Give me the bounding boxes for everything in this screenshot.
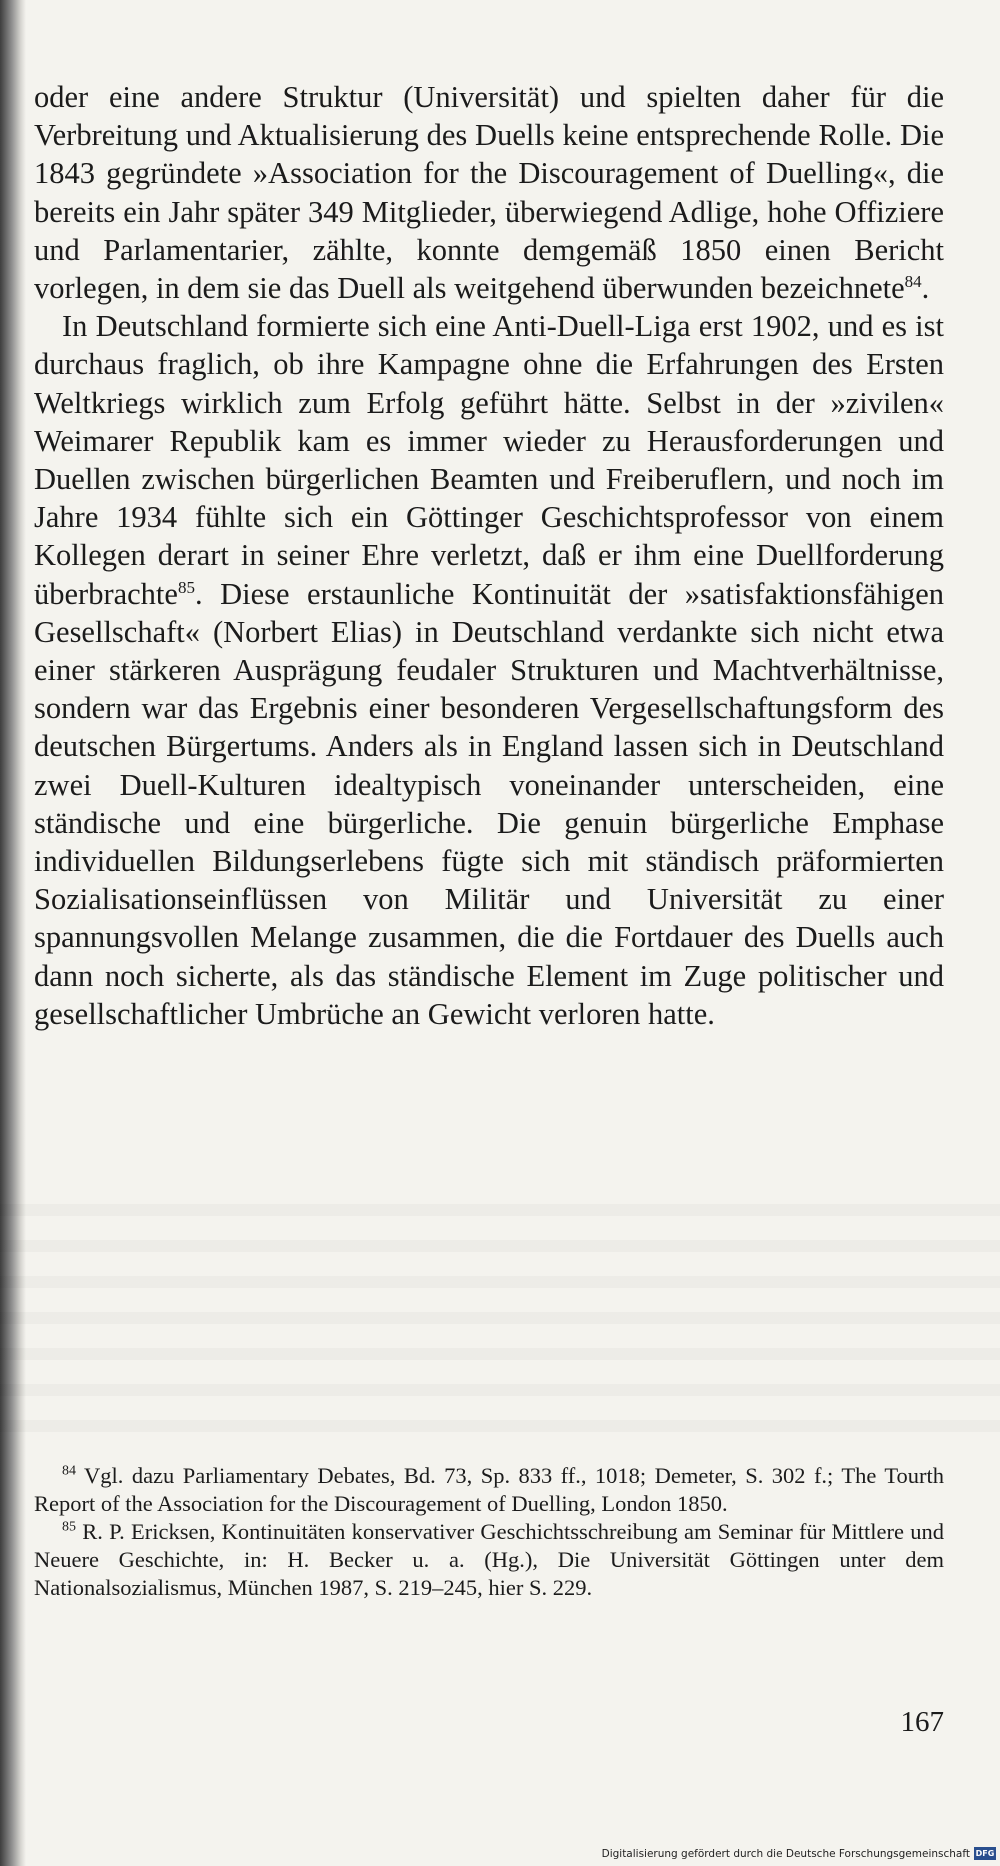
footnote-85: $^{85}$ R. P. Ericksen, Kontinuitäten konservativer Geschichtsschreibung am Seminar für Mittlere und Neuere Geschichte, in: H. Becker u. a. (Hg.), Die Universität Göttingen unter dem Nationalsozialismus, München 1987, S. 219–245, hier S. 229. bbox=[34, 1519, 944, 1600]
paragraph-1: oder eine andere Struktur (Universität) und spielten daher für die Verbreitung und Aktualisierung des Duells keine entsprechende Rolle. Die 1843 gegründete »Association for the Discouragement of Duelling«, die bereits ein Jahr später 349 Mitglieder, überwiegend Adlige, hohe Offiziere und Parlamentarier, zählte, konnte demgemäß 1850 einen Bericht vorlegen, in dem sie das Duell als weitgehend überwunden bezeichnete$^{84}$. bbox=[34, 80, 944, 306]
bleed-through-shadow bbox=[0, 1180, 1000, 1440]
footnotes bbox=[34, 1462, 944, 1602]
credit-text: Digitalisierung gefördert durch die Deutsche Forschungsgemeinschaft bbox=[601, 1847, 970, 1860]
page-number: 167 bbox=[900, 1706, 944, 1738]
footnote-marker: 84 bbox=[62, 1463, 76, 1479]
footnote-marker: 85 bbox=[62, 1519, 76, 1535]
main-text bbox=[34, 78, 944, 1033]
paragraph-2: In Deutschland formierte sich eine Anti-Duell-Liga erst 1902, und es ist durchaus fraglich, ob ihre Kampagne ohne die Erfahrungen des Ersten Weltkriegs wirklich zum Erfolg geführt hätte. Selbst in der »zivilen« Weimarer Republik kam es immer wieder zu Herausforderungen und Duellen zwischen bürgerlichen Beamten und Freiberuflern, und noch im Jahre 1934 fühlte sich ein Göttinger Geschichtsprofessor von einem Kollegen derart in seiner Ehre verletzt, daß er ihm eine Duellforderung überbrachte$^{85}$. Diese erstaunliche Kontinuität der »satisfaktionsfähigen Gesellschaft« (Norbert Elias) in Deutschland verdankte sich nicht etwa einer stärkeren Ausprägung feudaler Strukturen und Machtverhältnisse, sondern war das Ergebnis einer besonderen Vergesellschaftungsform des deutschen Bürgertums. Anders als in England lassen sich in Deutschland zwei Duell-Kulturen idealtypisch voneinander unterscheiden, eine ständische und eine bürgerliche. Die genuin bürgerliche Emphase individuellen Bildungserlebens fügte sich mit ständisch präformierten Sozialisationseinflüssen von Militär und Universität zu einer spannungsvollen Melange zusammen, die die Fortdauer des Duells auch dann noch sicherte, als das ständische Element im Zuge politischer und gesellschaftlicher Umbrüche an Gewicht verloren hatte. bbox=[34, 309, 944, 1031]
book-spine-shadow bbox=[0, 0, 26, 1866]
digitization-credit bbox=[602, 1847, 996, 1860]
footnote-84: $^{84}$ Vgl. dazu Parliamentary Debates, Bd. 73, Sp. 833 ff., 1018; Demeter, S. 302 f.; The Tourth Report of the Association for the Discouragement of Duelling, London 1850. bbox=[34, 1463, 944, 1516]
footnote-ref-84: 84 bbox=[904, 271, 922, 291]
footnote-ref-85: 85 bbox=[177, 577, 195, 597]
dfg-logo-icon: DFG bbox=[975, 1849, 995, 1858]
